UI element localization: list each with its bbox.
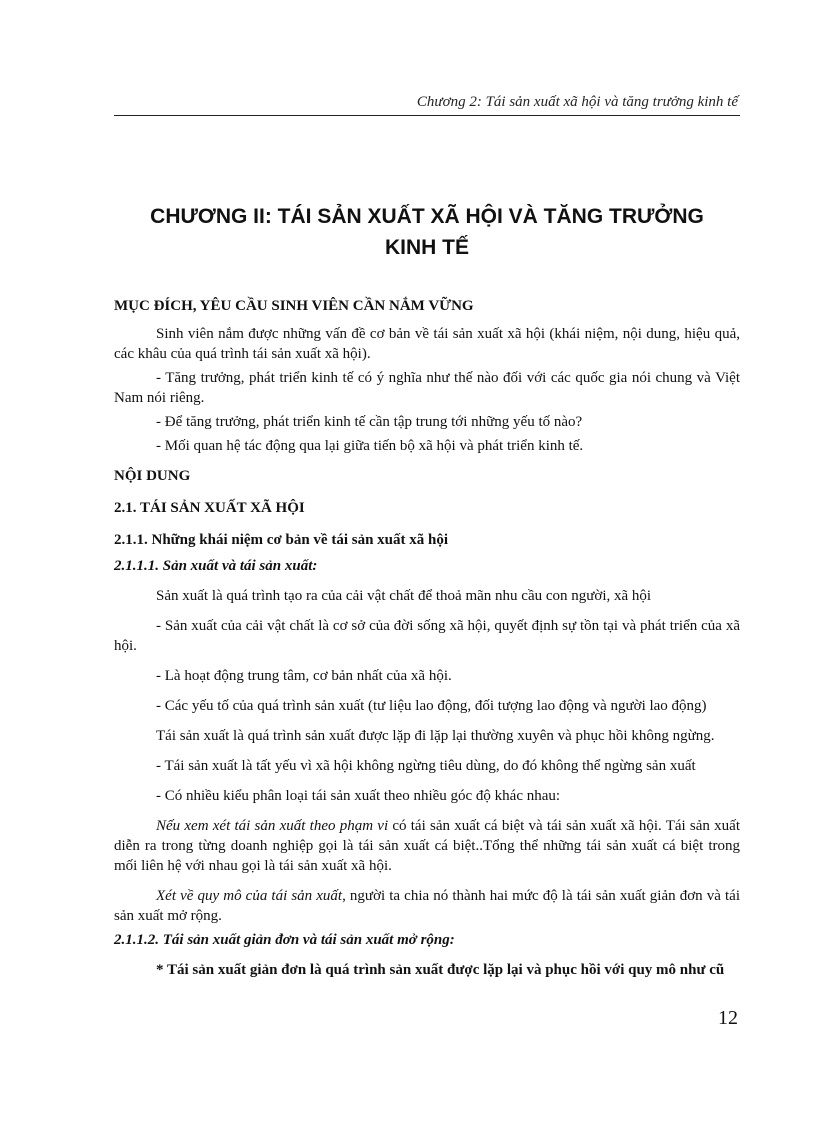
section-heading-2-1-1-1: 2.1.1.1. Sản xuất và tái sản xuất:: [114, 558, 318, 574]
body-paragraph: Sản xuất là quá trình tạo ra của cải vật chất để thoả mãn nhu cầu con người, xã hội: [156, 588, 652, 604]
chapter-title-line1: CHƯƠNG II: TÁI SẢN XUẤT XÃ HỘI VÀ TĂNG TRƯỞNG: [150, 205, 704, 228]
content-heading: NỘI DUNG: [114, 468, 191, 484]
body-paragraph-size: [114, 886, 740, 926]
header-rule: [114, 115, 740, 116]
section-heading-2-1-1-2: 2.1.1.2. Tái sản xuất giản đơn và tái sản xuất mở rộng:: [114, 932, 455, 948]
objectives-paragraph: Sinh viên nắm được những vấn đề cơ bản về tái sản xuất xã hội (khái niệm, nội dung, hiệu quả, các khâu của quá trình tái sản xuất xã hội).: [114, 326, 740, 362]
body-paragraph: - Sản xuất của cải vật chất là cơ sở của đời sống xã hội, quyết định sự tồn tại và phát triển của xã hội.: [114, 618, 740, 654]
objectives-paragraph: - Tăng trưởng, phát triển kinh tế có ý nghĩa như thế nào đối với các quốc gia nói chung và Việt Nam nói riêng.: [114, 370, 740, 406]
scope-text: có tái sản xuất cá biệt và tái sản xuất xã hội. Tái sản xuất diễn ra trong từng doanh nghiệp gọi là tái sản xuất cá biệt..Tổng thể những tái sản xuất cá biệt trong mối liên hệ với nhau gọi là tái sản xuất xã hội.: [114, 818, 740, 874]
body-paragraph: - Tái sản xuất là tất yếu vì xã hội không ngừng tiêu dùng, do đó không thể ngừng sản xuất: [156, 758, 696, 774]
body-paragraph: - Có nhiều kiểu phân loại tái sản xuất theo nhiều góc độ khác nhau:: [156, 788, 561, 804]
chapter-title: [114, 201, 740, 263]
section-heading-2-1-1: 2.1.1. Những khái niệm cơ bản về tái sản xuất xã hội: [114, 532, 449, 548]
size-text: , người ta chia nó thành hai mức độ là tái sản xuất giản đơn và tái sản xuất mở rộng.: [114, 888, 740, 924]
body-paragraph: - Là hoạt động trung tâm, cơ bản nhất của xã hội.: [156, 668, 452, 684]
body-paragraph-bold: * Tái sản xuất giản đơn là quá trình sản xuất được lặp lại và phục hồi với quy mô như cũ: [156, 962, 725, 978]
page-number: 12: [718, 1007, 738, 1029]
objectives-paragraph: - Để tăng trưởng, phát triển kinh tế cần tập trung tới những yếu tố nào?: [156, 414, 583, 430]
objectives-heading: MỤC ĐÍCH, YÊU CẦU SINH VIÊN CẦN NẮM VỮNG: [114, 298, 474, 314]
page-content: [114, 296, 740, 980]
chapter-title-line2: KINH TẾ: [385, 236, 469, 259]
section-heading-2-1: 2.1. TÁI SẢN XUẤT XÃ HỘI: [114, 500, 305, 516]
body-paragraph: - Các yếu tố của quá trình sản xuất (tư liệu lao động, đối tượng lao động và người lao động): [156, 698, 707, 714]
size-emphasis: Xét về quy mô của tái sản xuất: [156, 888, 343, 904]
body-paragraph-scope: [114, 816, 740, 876]
objectives-paragraph: - Mối quan hệ tác động qua lại giữa tiến bộ xã hội và phát triển kinh tế.: [156, 438, 584, 454]
running-header: Chương 2: Tái sản xuất xã hội và tăng trưởng kinh tế: [416, 94, 738, 110]
body-paragraph: Tái sản xuất là quá trình sản xuất được lặp đi lặp lại thường xuyên và phục hồi không ngừng.: [156, 728, 715, 744]
scope-emphasis: Nếu xem xét tái sản xuất theo phạm vi: [156, 818, 389, 834]
